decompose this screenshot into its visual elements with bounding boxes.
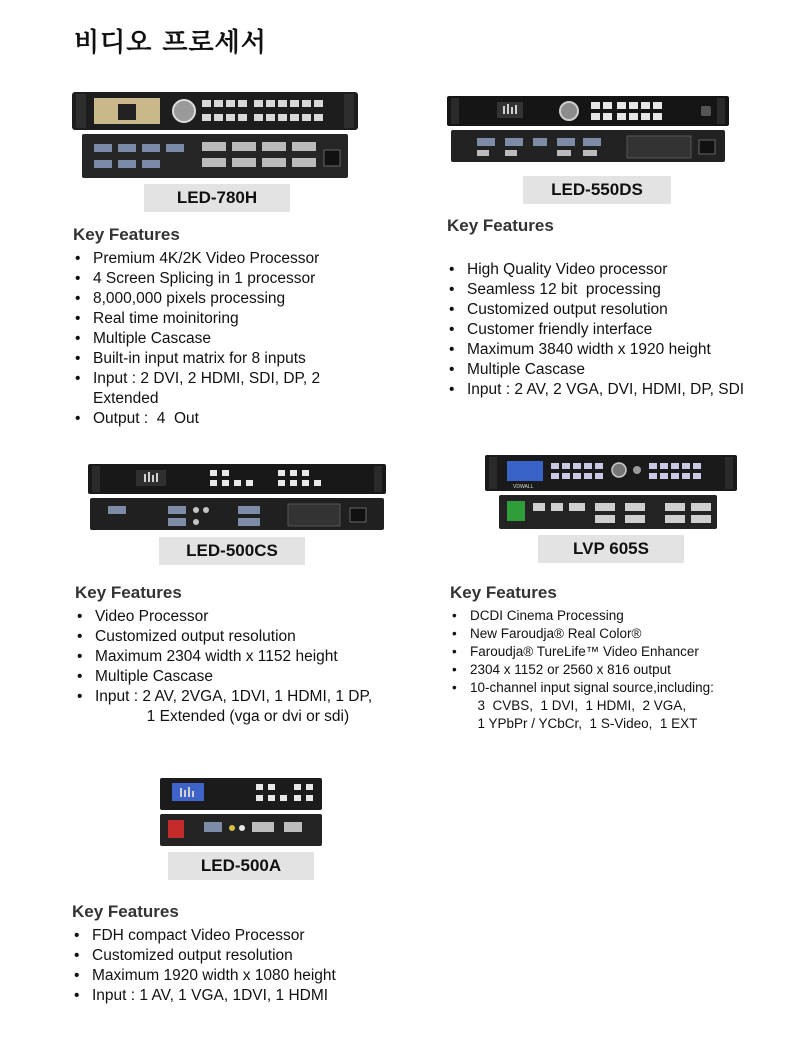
feature-item: • Customized output resolution bbox=[75, 627, 372, 647]
feature-item: • FDH compact Video Processor bbox=[72, 926, 336, 946]
feature-list bbox=[73, 249, 320, 429]
feature-list bbox=[75, 607, 372, 727]
feature-item: • Output : 4 Out bbox=[73, 409, 320, 429]
key-features-title: Key Features bbox=[72, 902, 179, 921]
feature-item: • Customized output resolution bbox=[72, 946, 336, 966]
feature-list bbox=[72, 926, 336, 1006]
model-label: LED-500CS bbox=[159, 537, 305, 565]
feature-item: • Maximum 3840 width x 1920 height bbox=[447, 340, 744, 360]
feature-item: • Maximum 1920 width x 1080 height bbox=[72, 966, 336, 986]
brand-text: VDWALL bbox=[513, 484, 534, 490]
feature-item: • Video Processor bbox=[75, 607, 372, 627]
feature-item: • Multiple Cascase bbox=[73, 329, 320, 349]
feature-item: • New Faroudja® Real Color® bbox=[450, 625, 714, 643]
feature-item: • Input : 2 DVI, 2 HDMI, SDI, DP, 2 Extended bbox=[73, 369, 320, 409]
feature-list bbox=[450, 607, 714, 733]
feature-item: • Faroudja® TureLife™ Video Enhancer bbox=[450, 643, 714, 661]
feature-item: • 2304 x 1152 or 2560 x 816 output bbox=[450, 661, 714, 679]
feature-item: • 8,000,000 pixels processing bbox=[73, 289, 320, 309]
feature-item: • Real time moinitoring bbox=[73, 309, 320, 329]
feature-item: • Customer friendly interface bbox=[447, 320, 744, 340]
feature-item: • Input : 2 AV, 2VGA, 1DVI, 1 HDMI, 1 DP, 1 Extended (vga or dvi or sdi) bbox=[75, 687, 372, 727]
feature-item: • Maximum 2304 width x 1152 height bbox=[75, 647, 372, 667]
feature-item: • 10-channel input signal source,including: 3 CVBS, 1 DVI, 1 HDMI, 2 VGA, 1 YPbPr / YCbCr, 1 S-Video, 1 EXT bbox=[450, 679, 714, 733]
feature-item: • 4 Screen Splicing in 1 processor bbox=[73, 269, 320, 289]
led-780h-device-image bbox=[72, 88, 358, 180]
feature-item: • Multiple Cascase bbox=[75, 667, 372, 687]
model-label: LED-500A bbox=[168, 852, 314, 880]
model-label: LED-550DS bbox=[523, 176, 671, 204]
feature-item: • Multiple Cascase bbox=[447, 360, 744, 380]
key-features-title: Key Features bbox=[73, 225, 180, 244]
feature-item: • Built-in input matrix for 8 inputs bbox=[73, 349, 320, 369]
lvp-605s-device-image bbox=[485, 453, 737, 531]
model-label: LVP 605S bbox=[538, 535, 684, 563]
feature-list bbox=[447, 260, 744, 400]
feature-item: • Input : 2 AV, 2 VGA, DVI, HDMI, DP, SDI bbox=[447, 380, 744, 400]
feature-item: • High Quality Video processor bbox=[447, 260, 744, 280]
key-features-title: Key Features bbox=[450, 583, 557, 602]
key-features-title: Key Features bbox=[75, 583, 182, 602]
feature-item: • DCDI Cinema Processing bbox=[450, 607, 714, 625]
feature-item: • Seamless 12 bit processing bbox=[447, 280, 744, 300]
page-title: 비디오 프로세서 bbox=[74, 28, 267, 58]
led-550ds-device-image bbox=[447, 94, 729, 164]
feature-item: • Customized output resolution bbox=[447, 300, 744, 320]
led-500cs-device-image bbox=[88, 462, 386, 532]
feature-item: • Input : 1 AV, 1 VGA, 1DVI, 1 HDMI bbox=[72, 986, 336, 1006]
model-label: LED-780H bbox=[144, 184, 290, 212]
led-500a-device-image bbox=[160, 778, 322, 846]
feature-item: • Premium 4K/2K Video Processor bbox=[73, 249, 320, 269]
key-features-title: Key Features bbox=[447, 216, 554, 235]
